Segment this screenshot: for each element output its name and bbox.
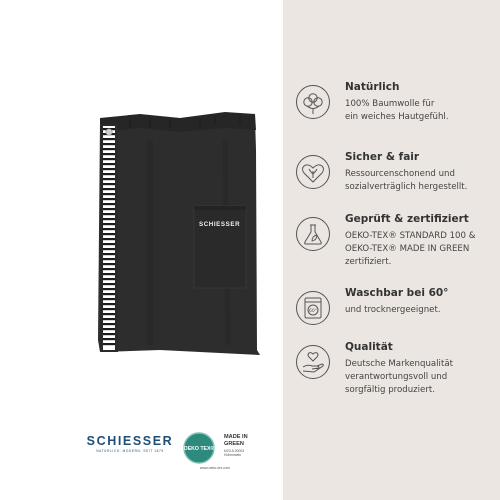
stripes xyxy=(103,126,115,350)
feature-description: 100% Baumwolle für ein weiches Hautgefühl. xyxy=(345,99,449,122)
feature-title: Natürlich xyxy=(345,81,400,93)
heart-leaves-icon xyxy=(295,154,331,190)
feature-panel xyxy=(283,0,500,500)
feature-quality xyxy=(283,340,500,410)
feature-certified xyxy=(283,212,500,282)
hand-heart-icon xyxy=(295,344,331,380)
feature-description: OEKO-TEX® STANDARD 100 & OEKO-TEX® MADE IN GREEN zertifiziert. xyxy=(345,231,476,267)
washing-machine-60-icon xyxy=(295,290,331,326)
svg-text:60°: 60° xyxy=(309,309,317,314)
feature-description: Ressourcenschonend und sozialverträglich hergestellt. xyxy=(345,169,468,192)
feature-description: und trocknergeeignet. xyxy=(345,305,441,315)
feature-title: Waschbar bei 60° xyxy=(345,287,449,299)
feature-natural xyxy=(283,80,500,150)
feature-description: Deutsche Markenqualität verantwortungsvoll und sorgfältig produziert. xyxy=(345,359,453,395)
certification-code: M23-5-00003 Hohenstein xyxy=(224,449,245,458)
feature-title: Sicher & fair xyxy=(345,151,420,163)
feature-title: Qualität xyxy=(345,341,393,353)
oeko-tex-seal-icon xyxy=(180,430,220,466)
feature-title: Geprüft & zertifiziert xyxy=(345,213,469,225)
feature-safe-fair xyxy=(283,150,500,220)
made-in-green-label: MADE IN GREEN xyxy=(224,434,248,447)
oeko-tex-seal-text: OEKO TEX® xyxy=(183,446,215,452)
lab-flask-leaf-icon xyxy=(295,216,331,252)
pocket-label: SCHIESSER xyxy=(199,221,241,228)
oeko-tex-url: www.oeko-tex.com xyxy=(199,466,231,470)
cotton-flower-icon xyxy=(295,84,331,120)
brand-tagline: NATÜRLICH. MODERN. SEIT 1875 xyxy=(96,449,164,453)
oeko-tex-label xyxy=(180,430,280,470)
brand-name: SCHIESSER xyxy=(86,434,174,448)
schiesser-logo xyxy=(84,434,176,453)
